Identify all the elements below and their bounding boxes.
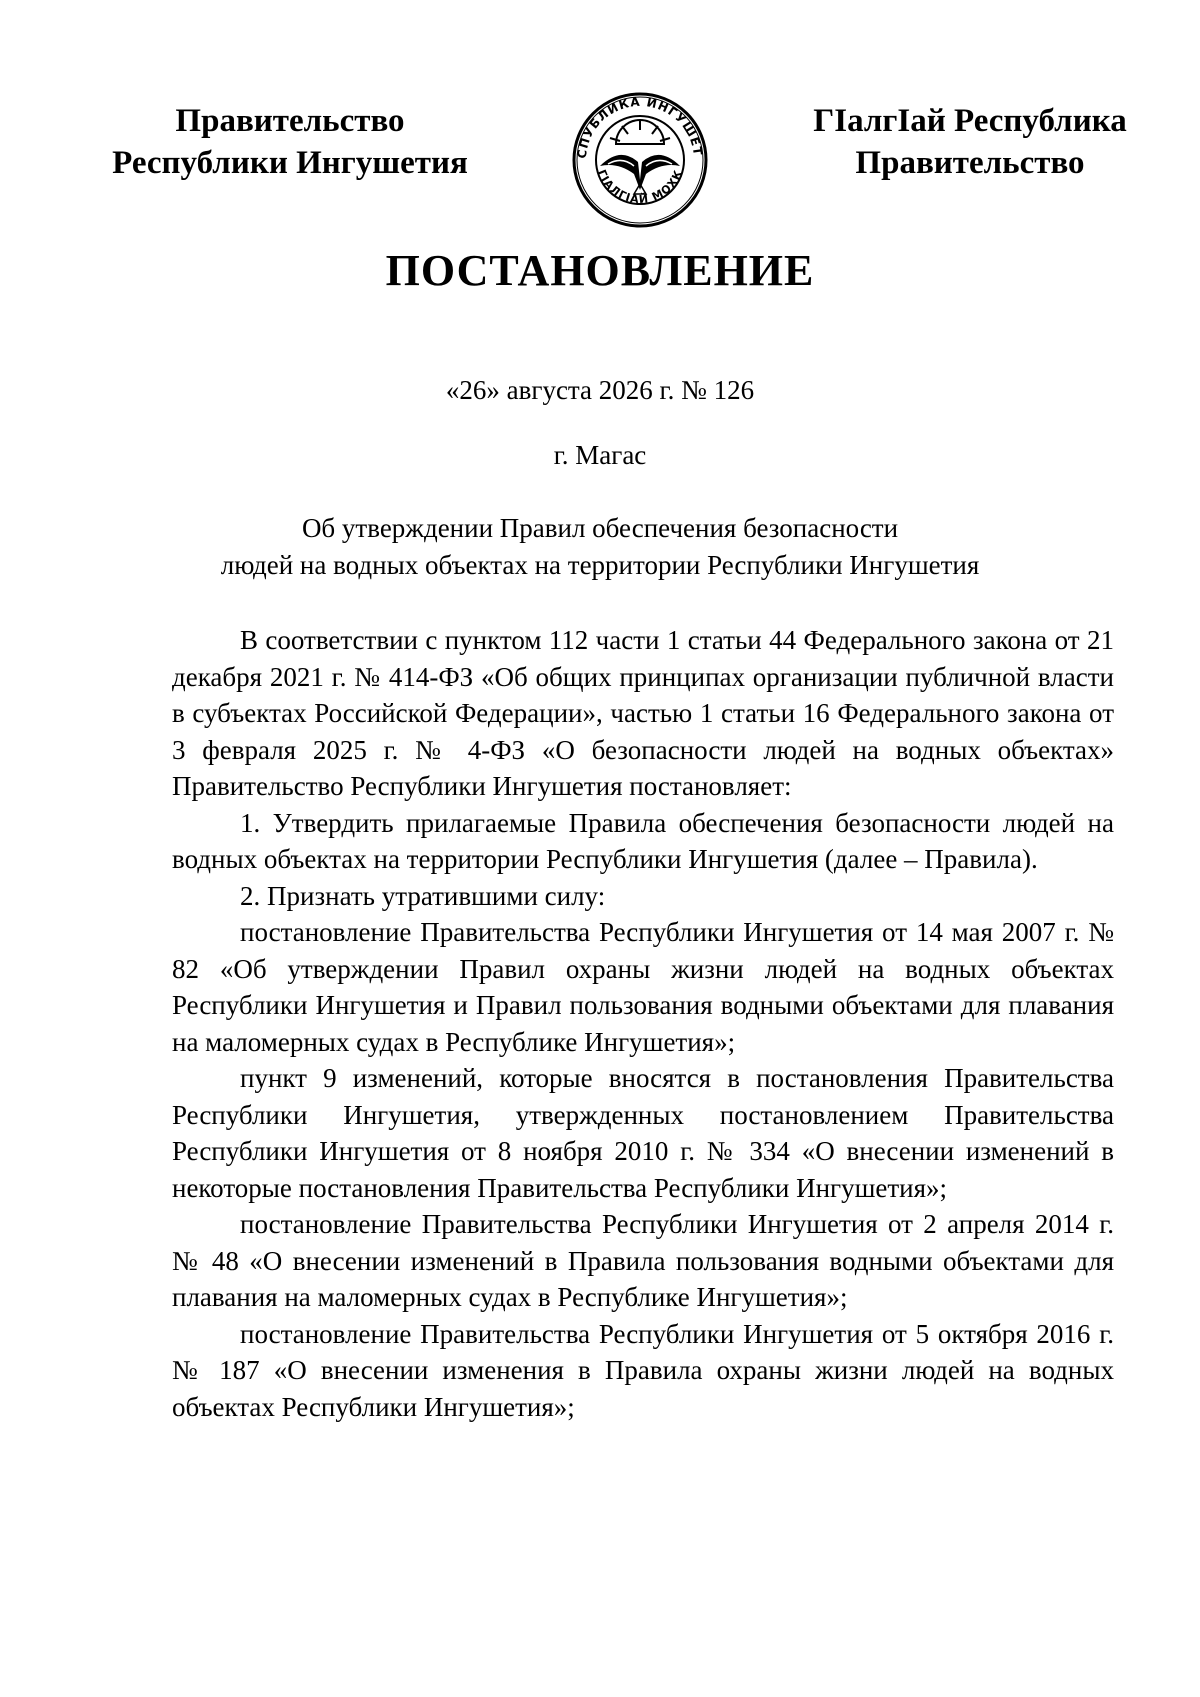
header-right-block — [790, 100, 1150, 184]
document-subject — [0, 510, 1200, 584]
header-right-line1: ГIалгIай Республика — [813, 103, 1127, 139]
document-city: г. Магас — [553, 440, 647, 470]
header-left-line2: Республики Ингушетия — [112, 145, 468, 181]
state-emblem — [570, 90, 710, 230]
paragraph-preamble: В соответствии с пунктом 112 части 1 статьи 44 Федерального закона от 21 декабря 2021 г. № 414-ФЗ «Об общих принципах организации публичной власти в субъектах Российской Федерации», частью 1 статьи 16 Федерального закона от 3 февраля 2025 г. № 4-ФЗ «О безопасности людей на водных объектах» Правительство Республики Ингушетия постановляет: — [172, 625, 1114, 801]
document-title: ПОСТАНОВЛЕНИЕ — [385, 246, 815, 295]
paragraph-repealed-3: постановление Правительства Республики Ингушетия от 2 апреля 2014 г. № 48 «О внесении изменений в Правила пользования водными объектами для плавания на маломерных судах в Республике Ингушетия»; — [172, 1209, 1114, 1312]
paragraph-repealed-2: пункт 9 изменений, которые вносятся в постановления Правительства Республики Ингушетия, утвержденных постановлением Правительства Республики Ингушетия от 8 ноября 2010 г. № 334 «О внесении изменений в некоторые постановления Правительства Республики Ингушетия»; — [172, 1063, 1114, 1203]
header-right-line2: Правительство — [855, 145, 1085, 181]
paragraph-repealed-4: постановление Правительства Республики Ингушетия от 5 октября 2016 г. № 187 «О внесении изменения в Правила охраны жизни людей на водных объектах Республики Ингушетия»; — [172, 1318, 1114, 1422]
paragraph-item-2: 2. Признать утратившими силу: — [240, 880, 606, 911]
document-body — [172, 622, 1114, 1425]
svg-text:РЕСПУБЛИКА ИНГУШЕТИЯ — [570, 90, 705, 159]
emblem-top-text: СПУБЛИКА ИНГУШЕТ — [574, 94, 705, 160]
subject-line1: Об утверждении Правил обеспечения безопасности — [301, 513, 899, 543]
document-date-number: «26» августа 2026 г. № 126 — [445, 375, 755, 405]
document-header — [0, 90, 1200, 240]
emblem-icon — [570, 90, 710, 230]
paragraph-repealed-1: постановление Правительства Республики Ингушетия от 14 мая 2007 г. № 82 «Об утверждении Правил охраны жизни людей на водных объектах Республики Ингушетия и Правил пользования водными объектами для плавания на маломерных судах в Республике Ингушетия»; — [172, 917, 1114, 1057]
paragraph-item-1: 1. Утвердить прилагаемые Правила обеспечения безопасности людей на водных объектах на территории Республики Ингушетия (далее – Правила). — [172, 807, 1114, 874]
header-left-block — [100, 100, 480, 184]
header-left-line1: Правительство — [175, 103, 405, 139]
emblem-bottom-text: ГIАЛГIАЙ МОХК — [594, 167, 686, 207]
subject-line2: людей на водных объектах на территории Республики Ингушетия — [220, 550, 980, 580]
